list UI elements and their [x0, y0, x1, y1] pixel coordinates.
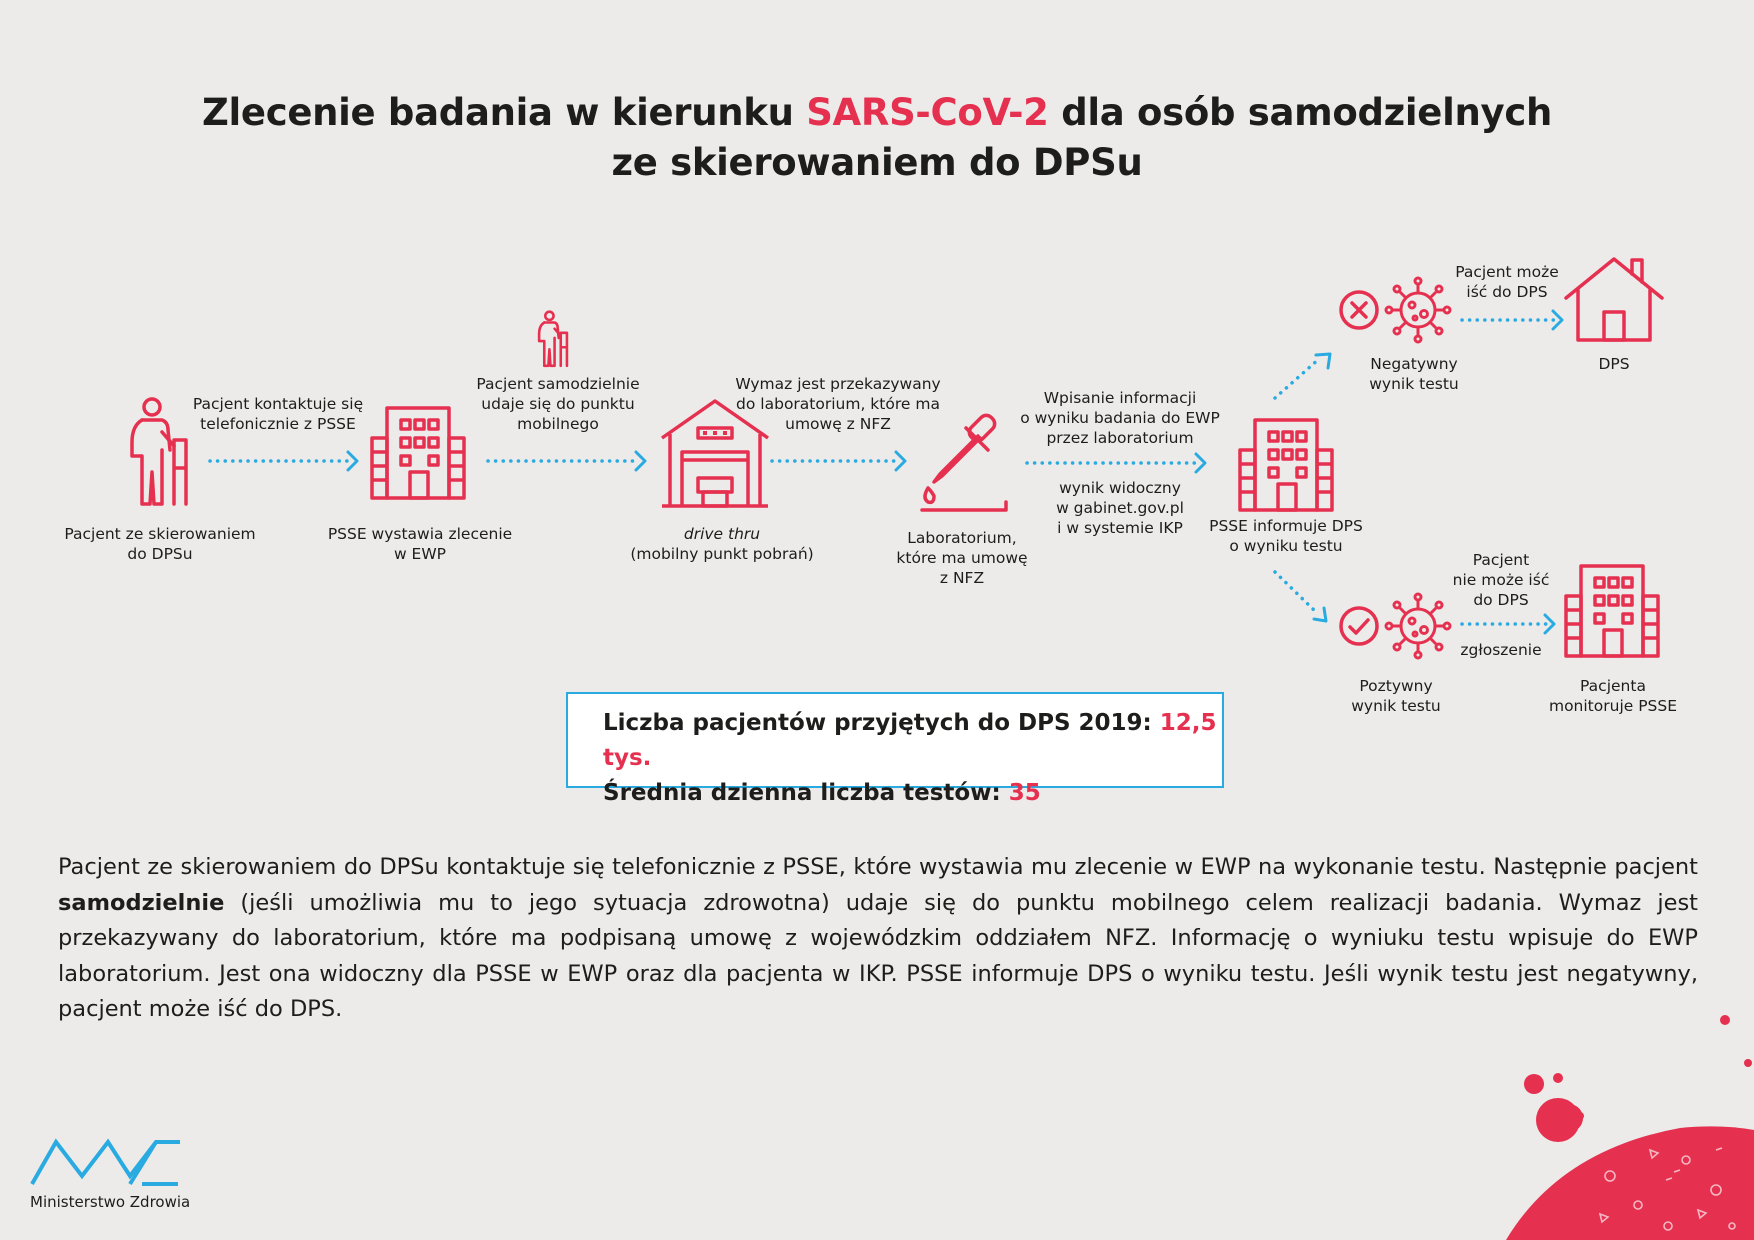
building-icon-monitor [1564, 564, 1660, 660]
monitor-label: Pacjenta monitoruje PSSE [1548, 677, 1678, 715]
positive-arrow-sublabel: zgłoszenie [1460, 641, 1542, 659]
drive-thru-label: drive thru (mobilny punkt pobrań) [630, 525, 814, 563]
title-line-1: Zlecenie badania w kierunku SARS-CoV-2 dla osób samodzielnych [201, 91, 1553, 134]
ministry-logo-icon [30, 1138, 180, 1186]
description-paragraph: Pacjent ze skierowaniem do DPSu kontaktuje się telefonicznie z PSSE, które wystawia mu zlecenie w EWP na wykonanie testu. Następnie pacjent samodzielnie (jeśli umożliwia mu to jego sytuacja zdrowotna) udaje się do punktu mobilnego celem realizacji badania. Wymaz jest przekazywany do laboratorium, które ma podpisaną umowę z wojewódzkim oddziałem NFZ. Informację o wyniuku testu wpisuje do EWP laboratorium. Jest ona widoczny dla PSSE w EWP oraz dla pacjenta w IKP. PSSE informuje DPS o wyniku testu. Jeśli wynik testu jest negatywny, pacjent może iść do DPS. [58, 854, 1698, 1022]
arrow4-top-label: Wpisanie informacji o wyniku badania do EWP przez laboratorium [1020, 389, 1220, 447]
negative-label: Negatywny wynik testu [1369, 355, 1459, 393]
patient-label: Pacjent ze skierowaniem do DPSu [64, 525, 256, 563]
arrow4-bottom-label: wynik widoczny w gabinet.gov.pl i w systemie IKP [1056, 479, 1184, 537]
negative-mark-icon [1338, 289, 1380, 331]
dps-label: DPS [1598, 355, 1630, 373]
arrow-positive-branch [1275, 572, 1316, 612]
building-icon-inform [1238, 418, 1334, 514]
stats-box [566, 692, 1224, 806]
lab-label: Laboratorium, które ma umowę z NFZ [896, 529, 1028, 587]
decorative-virus-blob-icon [1490, 1000, 1754, 1240]
psse-inform-label: PSSE informuje DPS o wyniku testu [1209, 517, 1363, 555]
positive-mark-icon [1338, 605, 1380, 647]
arrow1-label: Pacjent kontaktuje się telefonicznie z PSSE [192, 395, 364, 433]
arrow-negative-branch [1275, 358, 1320, 398]
stats-line-2: Średnia dzienna liczba testów: 35 [603, 780, 1041, 806]
psse-label: PSSE wystawia zlecenie w EWP [327, 525, 513, 563]
building-icon [370, 406, 466, 502]
positive-arrow-label: Pacjent nie może iść do DPS [1452, 551, 1550, 609]
stats-line-1: Liczba pacjentów przyjętych do DPS 2019: 12,5 tys. [603, 710, 1217, 771]
logo-text: Ministerstwo Zdrowia [30, 1193, 191, 1211]
title-line-2: ze skierowaniem do DPSu [611, 141, 1143, 184]
walker-person-small-icon [535, 310, 569, 368]
positive-label: Poztywny wynik testu [1351, 677, 1441, 715]
arrow3-label: Wymaz jest przekazywany do laboratorium, które ma umowę z NFZ [735, 375, 941, 433]
title-highlight: SARS-CoV-2 [806, 91, 1049, 134]
arrow2-label: Pacjent samodzielnie udaje się do punktu mobilnego [476, 375, 640, 433]
negative-arrow-label: Pacjent może iść do DPS [1455, 263, 1559, 301]
